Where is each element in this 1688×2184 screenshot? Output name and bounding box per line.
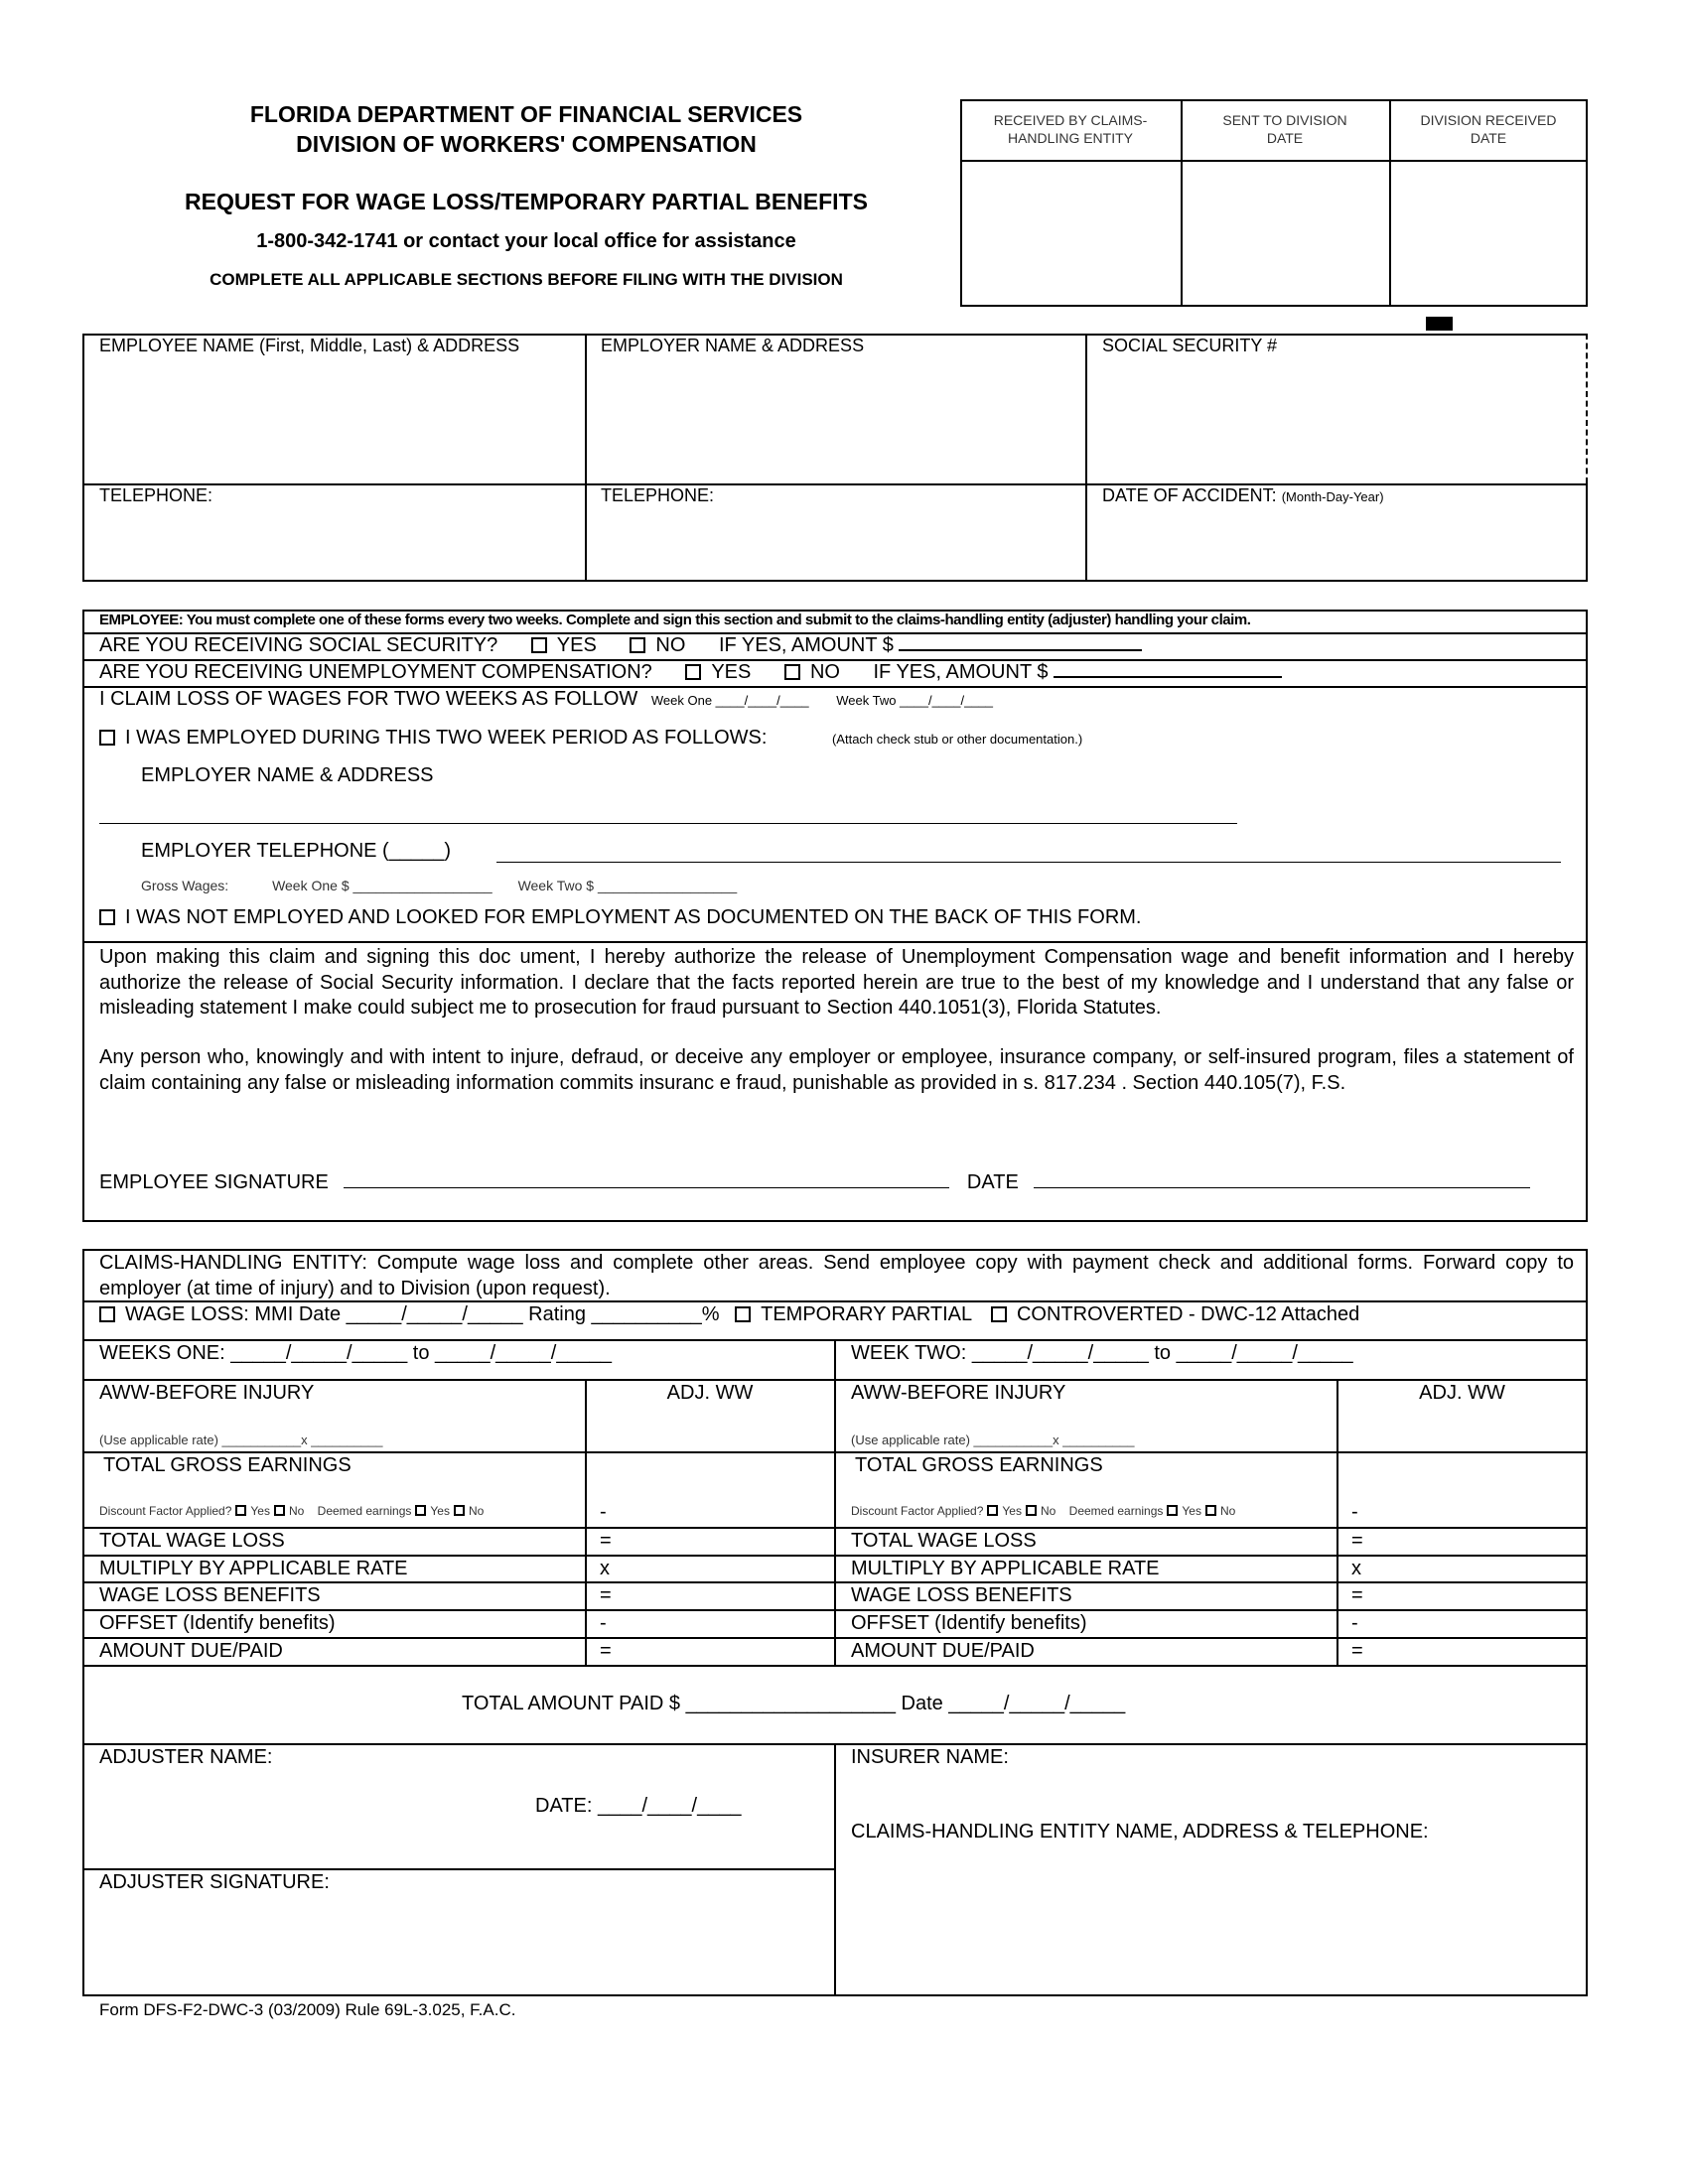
deemed-label: Deemed earnings	[1068, 1504, 1164, 1518]
employee-signature-field[interactable]	[344, 1187, 949, 1188]
ss-question: ARE YOU RECEIVING SOCIAL SECURITY?	[99, 634, 498, 656]
calc-row-op-left: x	[600, 1558, 610, 1579]
employer-telephone-row	[141, 840, 451, 863]
employed-label: I WAS EMPLOYED DURING THIS TWO WEEK PERIOD AS FOLLOWS:	[125, 727, 768, 749]
wage-loss-checkbox[interactable]	[99, 1306, 115, 1322]
employee-instructions: EMPLOYEE: You must complete one of these forms every two weeks. Complete and sign this section and submit to the claims-handling entity (adjuster) handling your claim.	[99, 612, 1251, 628]
employee-info-box	[82, 334, 1588, 582]
discount-label: Discount Factor Applied?	[851, 1504, 984, 1518]
assistance-phone: 1-800-342-1741 or contact your local office for assistance	[256, 230, 796, 252]
adjuster-name-field[interactable]: ADJUSTER NAME:	[99, 1746, 273, 1768]
calc-row-label-left: AMOUNT DUE/PAID	[99, 1640, 283, 1662]
no-label: No	[468, 1504, 485, 1518]
social-security-row	[99, 634, 1142, 657]
temporary-partial-checkbox[interactable]	[735, 1306, 751, 1322]
use-rate-field-right[interactable]: (Use applicable rate) ___________x __________	[851, 1433, 1135, 1447]
total-gross-label-left: TOTAL GROSS EARNINGS	[103, 1454, 352, 1476]
weeks-one-field[interactable]: WEEKS ONE: _____/_____/_____ to _____/_____/_____	[99, 1342, 612, 1364]
calc-row-label-right: TOTAL WAGE LOSS	[851, 1530, 1037, 1552]
discount-row-left	[99, 1504, 484, 1518]
divider	[1586, 483, 1588, 582]
uc-yes-label: YES	[711, 661, 752, 683]
calc-row-label-right: WAGE LOSS BENEFITS	[851, 1584, 1072, 1606]
yes-label: Yes	[1182, 1504, 1201, 1518]
employed-checkbox[interactable]	[99, 730, 115, 746]
not-employed-label: I WAS NOT EMPLOYED AND LOOKED FOR EMPLOYMENT AS DOCUMENTED ON THE BACK OF THIS FORM.	[125, 906, 1142, 928]
gross-wages-label: Gross Wages:	[141, 878, 229, 893]
uc-yes-checkbox[interactable]	[685, 664, 701, 680]
calc-row-op-left: -	[600, 1612, 607, 1634]
aww-label-right: AWW-BEFORE INJURY	[851, 1382, 1066, 1404]
ss-amount-field[interactable]	[899, 649, 1142, 651]
agency-name: FLORIDA DEPARTMENT OF FINANCIAL SERVICES	[249, 101, 803, 127]
form-title: REQUEST FOR WAGE LOSS/TEMPORARY PARTIAL BENEFITS	[185, 189, 868, 214]
employer-address-line[interactable]	[99, 823, 1237, 824]
registration-mark	[1426, 317, 1453, 331]
claims-entity-info-field[interactable]: CLAIMS-HANDLING ENTITY NAME, ADDRESS & TELEPHONE:	[851, 1821, 1429, 1843]
calc-row-op-left: =	[600, 1640, 612, 1662]
employee-date-field[interactable]	[1034, 1187, 1530, 1188]
adjuster-signature-field[interactable]: ADJUSTER SIGNATURE:	[99, 1871, 330, 1893]
form-id: Form DFS-F2-DWC-3 (03/2009) Rule 69L-3.025, F.A.C.	[99, 2000, 516, 2019]
discount-row-right	[851, 1504, 1235, 1518]
uc-question: ARE YOU RECEIVING UNEMPLOYMENT COMPENSATION?	[99, 661, 652, 683]
gross-week-two-field[interactable]: Week Two $ __________________	[517, 878, 738, 893]
received-by-line1: RECEIVED BY CLAIMS-	[993, 112, 1148, 128]
divider	[1336, 1379, 1338, 1666]
accident-date-label: DATE OF ACCIDENT:	[1102, 485, 1277, 505]
ssn-field[interactable]: SOCIAL SECURITY #	[1102, 336, 1278, 355]
not-employed-checkbox[interactable]	[99, 909, 115, 925]
employer-telephone-label: EMPLOYER TELEPHONE (_____)	[141, 840, 451, 862]
calc-row-label-left: WAGE LOSS BENEFITS	[99, 1584, 321, 1606]
calc-row-label-left: TOTAL WAGE LOSS	[99, 1530, 285, 1552]
discount-yes-checkbox[interactable]	[987, 1505, 998, 1516]
div-received-line1: DIVISION RECEIVED	[1420, 112, 1557, 128]
employee-signature-label: EMPLOYEE SIGNATURE	[99, 1171, 329, 1193]
claims-instruction: CLAIMS-HANDLING ENTITY: Compute wage loss and complete other areas. Send employee copy with payment check and additional forms. Forward copy to employer (at time of injury) and to Division (upon request).	[99, 1252, 1574, 1299]
employer-telephone-field[interactable]: TELEPHONE:	[601, 485, 715, 505]
wage-loss-label: WAGE LOSS: MMI Date _____/_____/_____ Rating __________%	[125, 1303, 720, 1325]
ss-amount-label: IF YES, AMOUNT $	[718, 634, 894, 656]
division-received-label	[1389, 111, 1588, 147]
div-received-line2: DATE	[1470, 130, 1507, 146]
adjuster-date-field[interactable]: DATE: ____/____/____	[535, 1795, 742, 1817]
no-label: No	[1219, 1504, 1236, 1518]
gross-op-right: -	[1351, 1501, 1358, 1523]
benefit-type-row	[99, 1303, 1359, 1326]
employer-telephone-field[interactable]	[496, 862, 1561, 863]
employed-row	[99, 727, 1082, 750]
sent-line2: DATE	[1266, 130, 1304, 146]
week-two-field[interactable]: WEEK TWO: _____/_____/_____ to _____/_____/_____	[851, 1342, 1353, 1364]
total-amount-paid-field[interactable]: TOTAL AMOUNT PAID $ ___________________ Date _____/_____/_____	[462, 1693, 1126, 1714]
divider	[1085, 334, 1087, 582]
temporary-partial-label: TEMPORARY PARTIAL	[761, 1303, 972, 1325]
divider	[960, 160, 1588, 162]
total-gross-label-right: TOTAL GROSS EARNINGS	[855, 1454, 1103, 1476]
calc-row-op-right: x	[1351, 1558, 1361, 1579]
calc-row-label-right: OFFSET (Identify benefits)	[851, 1612, 1087, 1634]
gross-wages-row	[141, 878, 737, 893]
calc-row-op-left: =	[600, 1584, 612, 1606]
calc-row-op-right: -	[1351, 1612, 1358, 1634]
calc-row-op-right: =	[1351, 1530, 1363, 1552]
claim-week-two-field[interactable]: Week Two ____/____/____	[836, 693, 994, 708]
not-employed-row	[99, 906, 1142, 929]
deemed-no-checkbox[interactable]	[1205, 1505, 1216, 1516]
use-rate-field-left[interactable]: (Use applicable rate) ___________x __________	[99, 1433, 383, 1447]
deemed-no-checkbox[interactable]	[454, 1505, 465, 1516]
claim-week-one-field[interactable]: Week One ____/____/____	[650, 693, 809, 708]
controverted-checkbox[interactable]	[991, 1306, 1007, 1322]
uc-amount-field[interactable]	[1054, 676, 1282, 678]
yes-label: Yes	[1002, 1504, 1022, 1518]
discount-no-checkbox[interactable]	[1026, 1505, 1037, 1516]
divider	[585, 334, 587, 582]
ss-no-checkbox[interactable]	[630, 637, 645, 653]
discount-label: Discount Factor Applied?	[99, 1504, 232, 1518]
accident-date-hint: (Month-Day-Year)	[1281, 489, 1384, 504]
controverted-label: CONTROVERTED - DWC-12 Attached	[1016, 1303, 1360, 1325]
calc-row-label-right: MULTIPLY BY APPLICABLE RATE	[851, 1558, 1160, 1579]
dashed-edge	[1586, 334, 1588, 483]
received-by-label	[960, 111, 1181, 147]
uc-amount-label: IF YES, AMOUNT $	[873, 661, 1049, 683]
fraud-notice: Any person who, knowingly and with intent to injure, defraud, or deceive any employer or employee, insurance company, or self-insured program, files a statement of claim containing any false or misleading information commits insuranc e fraud, punishable as provided in s. 817.234 . Section 440.105(7), F.S.	[99, 1046, 1574, 1094]
authorization-statement: Upon making this claim and signing this doc ument, I hereby authorize the release of Unemployment Compensation wage and benefit information and I hereby authorize the release of Social Security information. I declare that the facts reported herein are true to the best of my knowledge and I understand that any false or misleading statement I make could subject me to prosecution for fraud pursuant to Section 440.1051(3), Florida Statutes.	[99, 946, 1574, 1019]
employee-telephone-field[interactable]: TELEPHONE:	[99, 485, 213, 505]
employee-signature-row	[99, 1171, 1530, 1194]
deemed-yes-checkbox[interactable]	[1167, 1505, 1178, 1516]
unemployment-row	[99, 661, 1282, 684]
divider	[585, 1379, 587, 1666]
sent-line1: SENT TO DIVISION	[1222, 112, 1347, 128]
calc-row-op-left: =	[600, 1530, 612, 1552]
filing-instruction: COMPLETE ALL APPLICABLE SECTIONS BEFORE FILING WITH THE DIVISION	[210, 270, 843, 289]
received-by-line2: HANDLING ENTITY	[1007, 130, 1133, 146]
calc-row-label-right: AMOUNT DUE/PAID	[851, 1640, 1035, 1662]
divider	[82, 1868, 835, 1870]
discount-yes-checkbox[interactable]	[235, 1505, 246, 1516]
divider	[82, 941, 1588, 943]
calc-row-label-left: MULTIPLY BY APPLICABLE RATE	[99, 1558, 408, 1579]
ss-yes-label: YES	[556, 634, 597, 656]
divider	[834, 1743, 836, 1996]
insurer-name-field[interactable]: INSURER NAME:	[851, 1746, 1009, 1768]
employer-name-field[interactable]: EMPLOYER NAME & ADDRESS	[601, 336, 865, 355]
employer-name-address-label: EMPLOYER NAME & ADDRESS	[141, 764, 434, 786]
gross-op-left: -	[600, 1501, 607, 1523]
aww-label-left: AWW-BEFORE INJURY	[99, 1382, 315, 1404]
claim-loss-label: I CLAIM LOSS OF WAGES FOR TWO WEEKS AS FOLLOW	[99, 688, 638, 710]
uc-no-checkbox[interactable]	[784, 664, 800, 680]
ss-yes-checkbox[interactable]	[531, 637, 547, 653]
calc-row-op-right: =	[1351, 1584, 1363, 1606]
gross-week-one-field[interactable]: Week One $ __________________	[272, 878, 492, 893]
ss-no-label: NO	[655, 634, 686, 656]
accident-date-field[interactable]	[1102, 485, 1384, 506]
employee-name-field[interactable]: EMPLOYEE NAME (First, Middle, Last) & ADDRESS	[99, 336, 520, 355]
discount-no-checkbox[interactable]	[274, 1505, 285, 1516]
no-label: No	[288, 1504, 305, 1518]
adj-ww-label-left: ADJ. WW	[666, 1382, 754, 1404]
uc-no-label: NO	[809, 661, 840, 683]
claim-loss-row	[99, 688, 993, 711]
calc-row-op-right: =	[1351, 1640, 1363, 1662]
yes-label: Yes	[430, 1504, 450, 1518]
deemed-label: Deemed earnings	[317, 1504, 412, 1518]
yes-label: Yes	[250, 1504, 270, 1518]
calc-row-label-left: OFFSET (Identify benefits)	[99, 1612, 336, 1634]
adj-ww-label-right: ADJ. WW	[1419, 1382, 1505, 1404]
division-name: DIVISION OF WORKERS' COMPENSATION	[296, 131, 757, 157]
deemed-yes-checkbox[interactable]	[415, 1505, 426, 1516]
sent-to-division-label	[1181, 111, 1389, 147]
attach-note: (Attach check stub or other documentation.)	[831, 732, 1083, 747]
no-label: No	[1040, 1504, 1056, 1518]
employee-date-label: DATE	[966, 1171, 1019, 1193]
